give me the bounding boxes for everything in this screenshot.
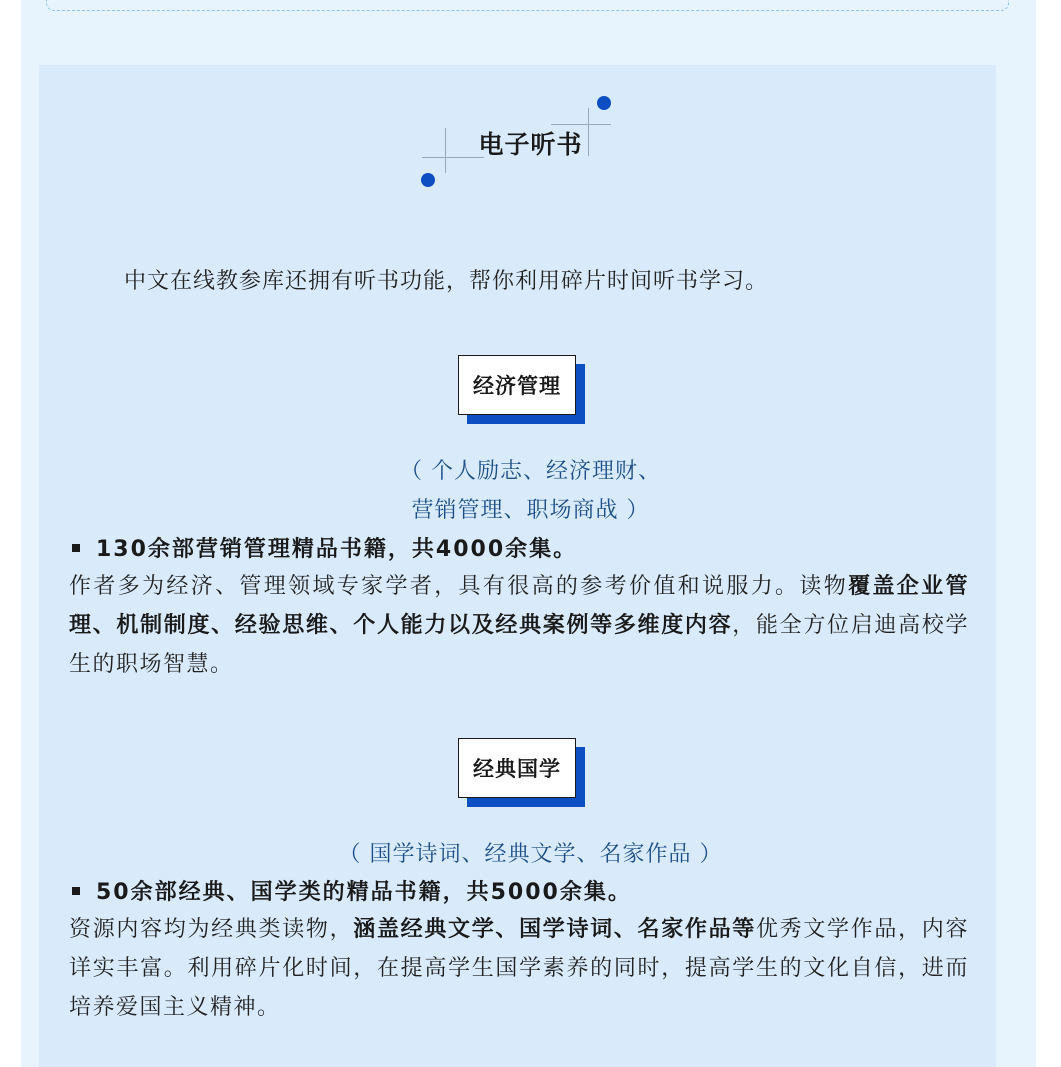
section-title: 电子听书 [478,130,583,159]
desc-bold-text: 覆盖企业管理、机制制度、经验思维、个人能力以及经典案例等多维度内容 [69,574,969,638]
desc-text: ，能全方位启迪高校学生的职场智慧。 [69,613,969,677]
category-badge-economics [458,355,586,425]
bullet-square-icon [72,887,80,895]
category-label: 经济管理 [458,355,576,415]
category-highlight [72,532,577,563]
desc-text: 优秀文学作品，内容详实丰富。利用碎片化时间，在提高学生国学素养的同时，提高学生的文化自信，进而培养爱国主义精神。 [69,917,969,1020]
category-description [69,567,969,684]
intro-text: 中文在线教参库还拥有听书功能，帮你利用碎片时间听书学习。 [124,269,769,294]
category-label: 经典国学 [458,738,576,798]
category-badge-classics [458,738,586,808]
category-highlight [72,875,632,906]
category-subtitle: （ 国学诗词、经典文学、名家作品 ） [338,842,723,867]
desc-text: 资源内容均为经典类读物， [69,917,354,942]
bullet-text: 50余部经典、国学类的精品书籍，共5000余集。 [96,880,632,905]
deco-dot [597,96,611,110]
desc-text: 作者多为经济、管理领域专家学者，具有很高的参考价值和说服力。读物 [69,574,849,599]
desc-bold-text: 涵盖经典文学、国学诗词、名家作品等 [353,917,756,942]
category-subtitle: （ 个人励志、经济理财、 [400,459,661,484]
bullet-text: 130余部营销管理精品书籍，共4000余集。 [96,537,578,562]
category-description [69,910,969,1027]
deco-dot [421,173,435,187]
category-subtitle: 营销管理、职场商战 ） [411,498,650,523]
previous-card-border [46,0,1009,11]
bullet-square-icon [72,544,80,552]
